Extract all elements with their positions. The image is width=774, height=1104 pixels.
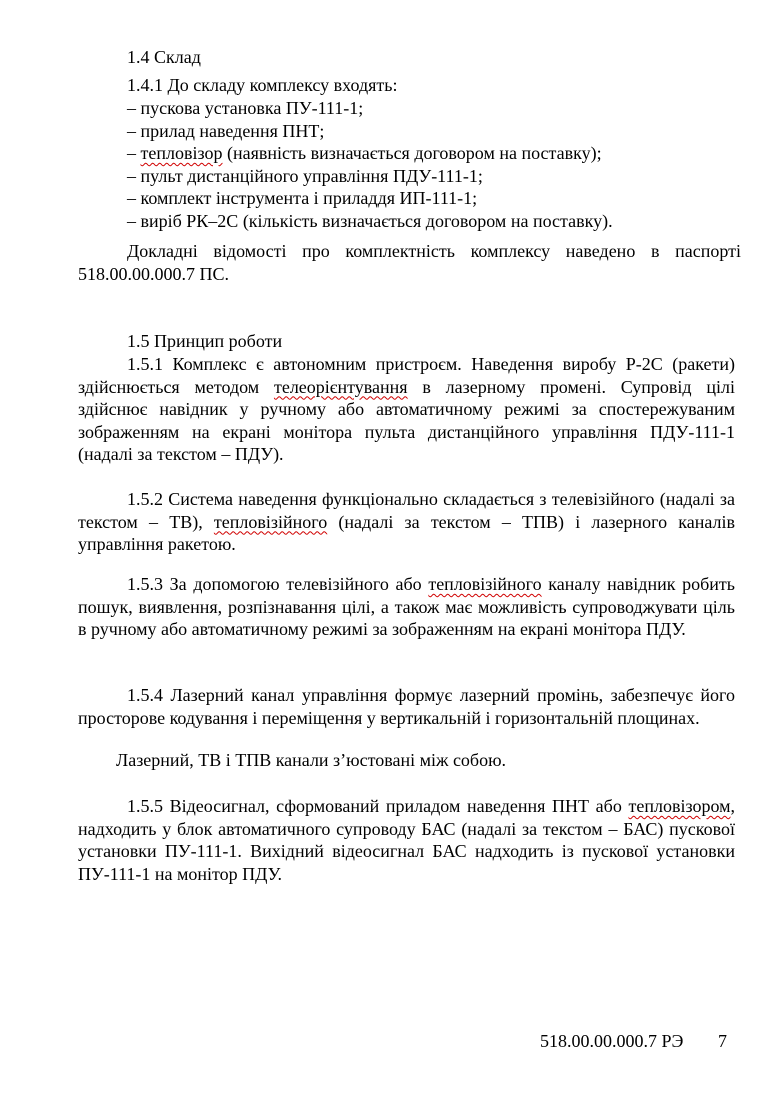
section-intro-1-4-1: 1.4.1 До складу комплексу входять: xyxy=(127,75,398,95)
paragraph-1-5-4-note: Лазерний, ТВ і ТПВ канали з’юстовані між собою. xyxy=(116,750,507,770)
list-item-prefix: – xyxy=(127,143,141,163)
section-heading-1-4: 1.4 Склад xyxy=(127,47,201,67)
paragraph-text: в лазерному промені. Супровід цілі здійснює навідник у ручному або автоматичному режимі за спостережуваним зображенням на екрані монітора пульта дистанційного управління ПДУ-111-1 (надалі за текстом – ПДУ). xyxy=(78,376,735,464)
paragraph-1-5-1 xyxy=(78,353,735,466)
paragraph-text: каналу навідник робить пошук, виявлення, розпізнавання цілі, а також має можливість супроводжувати ціль в ручному або автоматичному режимі за зображенням на екрані монітора ПДУ. xyxy=(78,574,735,639)
paragraph-text: 1.5.5 Відеосигнал, сформований приладом наведення ПНТ або xyxy=(127,796,629,816)
section-heading-1-5: 1.5 Принцип роботи xyxy=(127,331,283,351)
list-item: – пульт дистанційного управління ПДУ-111-1; xyxy=(127,166,483,186)
paragraph-details: Докладні відомості про комплектність комплексу наведено в паспорті 518.00.00.000.7 ПС. xyxy=(78,241,741,284)
paragraph-1-5-2 xyxy=(78,488,735,556)
paragraph-text: 1.5.2 Система наведення функціонально складається з телевізійного (надалі за текстом – ТВ), xyxy=(78,489,735,532)
paragraph-text: 1.5.3 За допомогою телевізійного або xyxy=(127,574,429,594)
list-item: – комплект інструмента і приладдя ИП-111-1; xyxy=(127,188,478,208)
paragraph-1-5-3 xyxy=(78,573,735,641)
misspelled-word: тепловізором xyxy=(628,796,731,816)
list-item xyxy=(127,142,602,164)
misspelled-word: тепловізійного xyxy=(428,574,542,594)
list-item: – пускова установка ПУ-111-1; xyxy=(127,98,364,118)
paragraph-text: 1.5.1 Комплекс є автономним пристроєм. Наведення виробу Р-2С (ракети) здійснюється методом xyxy=(78,354,735,397)
list-item: – виріб РК–2С (кількість визначається договором на поставку). xyxy=(127,211,613,231)
misspelled-word: тепловізійного xyxy=(213,511,328,532)
misspelled-word: тепловізор xyxy=(140,143,223,163)
misspelled-word: телеорієнтування xyxy=(273,376,408,397)
list-item: – прилад наведення ПНТ; xyxy=(127,121,325,141)
list-item-suffix: (наявність визначається договором на поставку); xyxy=(222,143,602,163)
footer-page-number: 7 xyxy=(718,1031,727,1051)
paragraph-1-5-4: 1.5.4 Лазерний канал управління формує лазерний промінь, забезпечує його просторове кодування і переміщення у вертикальній і горизонтальній площинах. xyxy=(78,685,735,728)
paragraph-1-5-5 xyxy=(78,795,735,885)
paragraph-text: , надходить у блок автоматичного супроводу БАС (надалі за текстом – БАС) пускової установки ПУ-111-1. Вихідний відеосигнал БАС надходить із пускової установки ПУ-111-1 на монітор ПДУ. xyxy=(78,796,735,884)
footer-document-code: 518.00.00.000.7 РЭ xyxy=(540,1031,684,1051)
paragraph-text: (надалі за текстом – ТПВ) і лазерного каналів управління ракетою. xyxy=(78,511,735,554)
